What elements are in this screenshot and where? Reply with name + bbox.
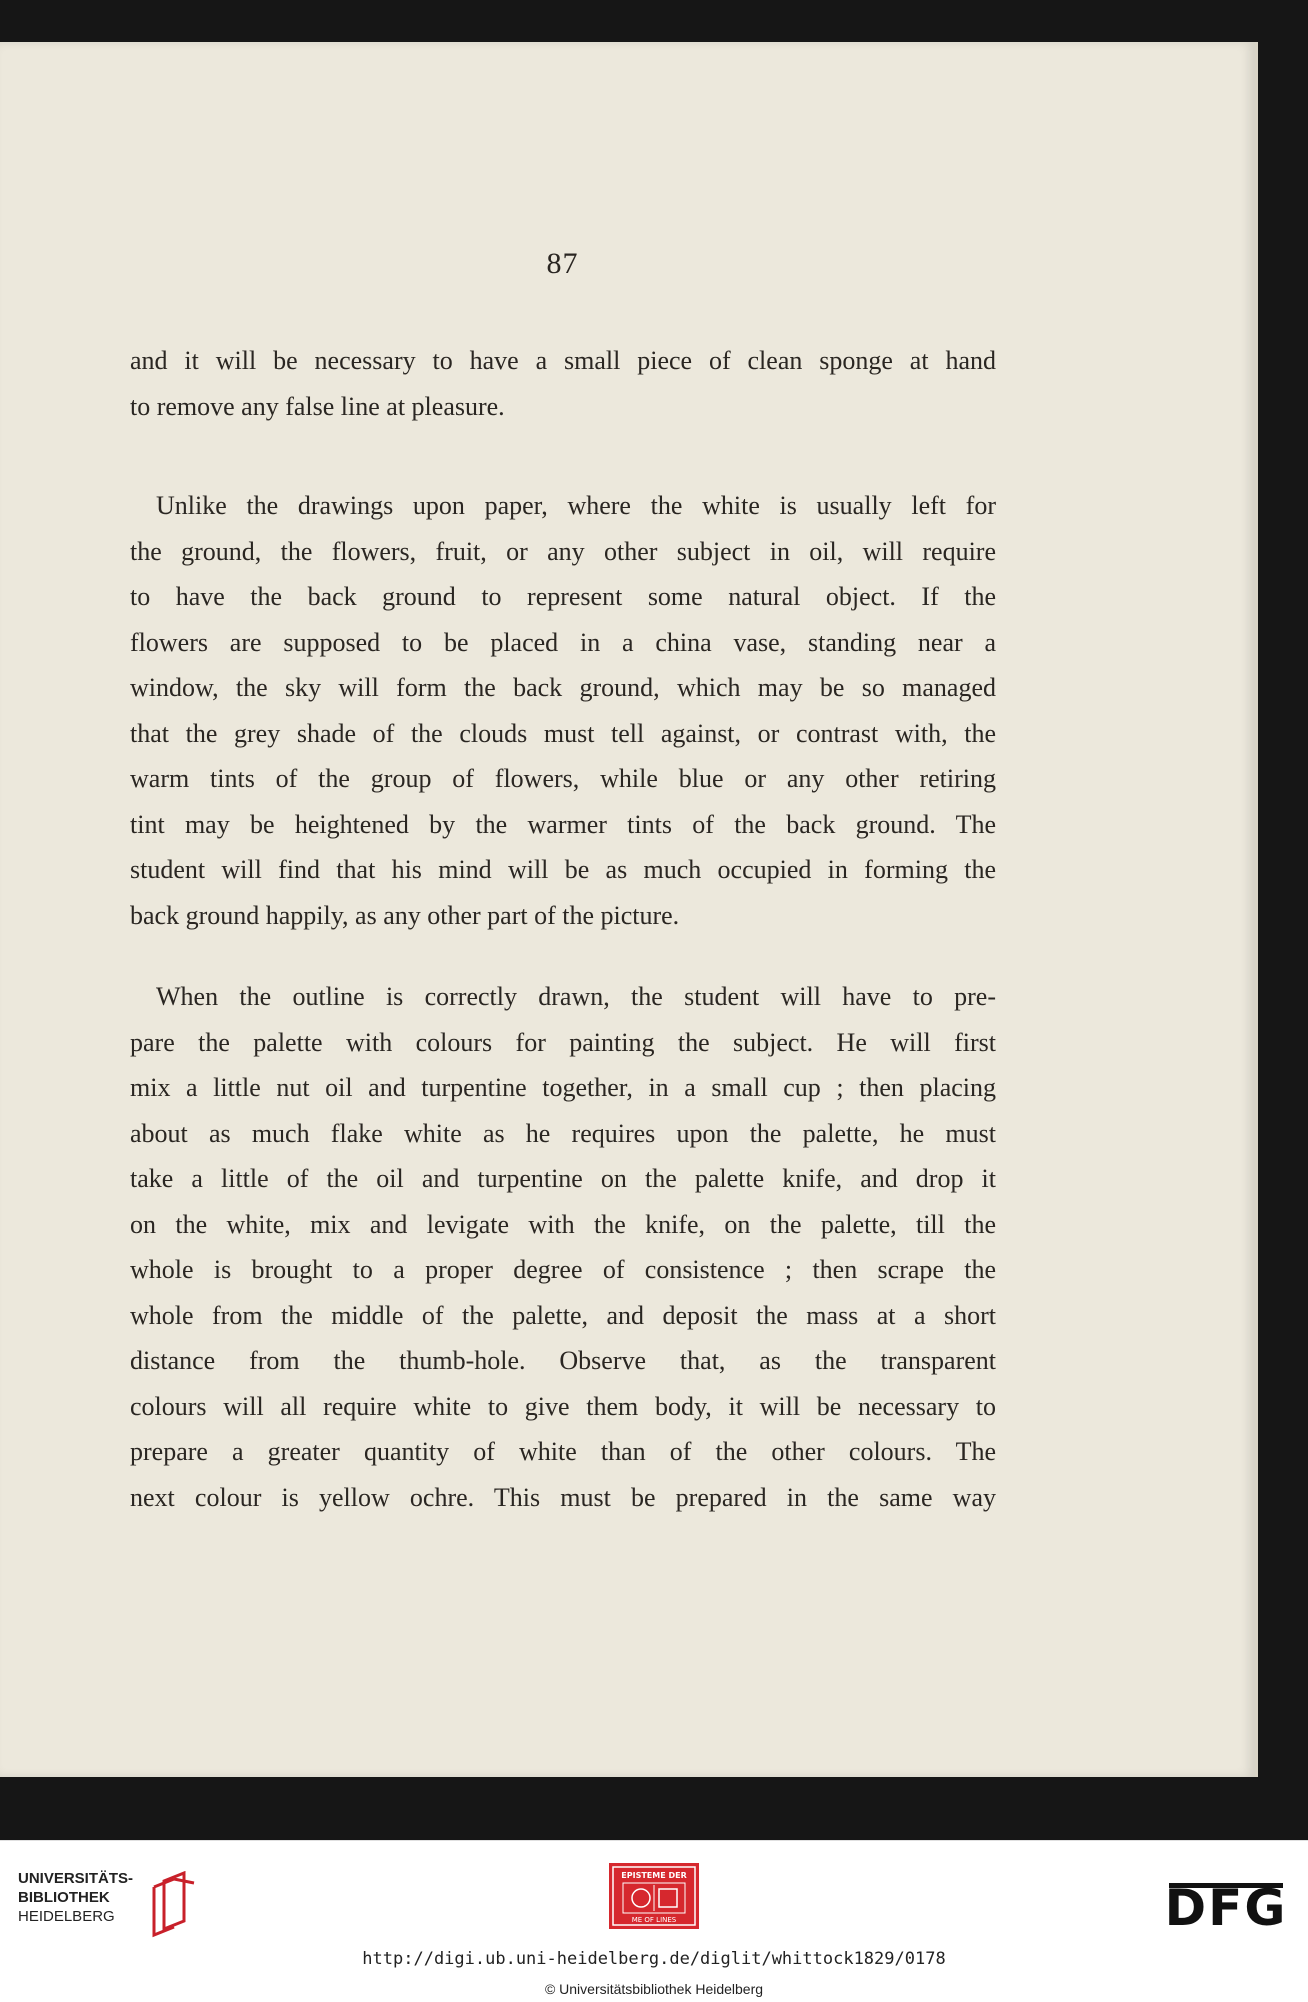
text-line: to remove any false line at pleasure. [130, 391, 505, 421]
text-line: mix a little nut oil and turpentine together, in a small cup ; then placing [130, 1073, 996, 1102]
text-line: Unlike the drawings upon paper, where the white is usually left for [156, 491, 996, 520]
text-line: tint may be heightened by the warmer tints of the back ground. The [130, 809, 996, 839]
paragraph-3 [130, 974, 996, 1520]
footer-bar [0, 1840, 1308, 2002]
text-line: student will find that his mind will be as much occupied in forming the [130, 855, 996, 884]
dfg-logo-text: DFG [1165, 1879, 1287, 1933]
text-line: on the white, mix and levigate with the knife, on the palette, till the [130, 1209, 996, 1239]
page-number: 87 [546, 247, 579, 280]
library-name [18, 1869, 133, 1926]
text-line: whole from the middle of the palette, and deposit the mass at a short [130, 1300, 996, 1330]
text-line: colours will all require white to give them body, it will be necessary to [130, 1391, 996, 1421]
text-line: next colour is yellow ochre. This must be prepared in the same way [130, 1482, 996, 1512]
text-line: prepare a greater quantity of white than of the other colours. The [130, 1437, 996, 1466]
text-line: back ground happily, as any other part of the picture. [130, 900, 680, 930]
paragraph-1 [130, 338, 996, 429]
text-line: distance from the thumb-hole. Observe that, as the transparent [130, 1346, 996, 1375]
library-name-line: BIBLIOTHEK [18, 1889, 110, 1906]
text-line: whole is brought to a proper degree of consistence ; then scrape the [130, 1255, 996, 1284]
text-line: warm tints of the group of flowers, while blue or any other retiring [130, 764, 996, 793]
text-line: and it will be necessary to have a small piece of clean sponge at hand [130, 346, 996, 375]
episteme-logo-text: ME OF LINES [631, 1916, 677, 1924]
text-line: the ground, the flowers, fruit, or any other subject in oil, will require [130, 536, 996, 566]
permalink-url[interactable]: http://digi.ub.uni-heidelberg.de/diglit/whittock1829/0178 [362, 1949, 946, 1969]
episteme-logo-text: EPISTEME DER [621, 1871, 687, 1880]
text-line: that the grey shade of the clouds must tell against, or contrast with, the [130, 718, 996, 748]
episteme-logo-icon[interactable] [609, 1863, 699, 1929]
copyright-notice: © Universitätsbibliothek Heidelberg [544, 1981, 764, 1997]
text-line: about as much flake white as he requires upon the palette, he must [130, 1118, 996, 1148]
paragraph-2 [130, 483, 996, 938]
text-line: window, the sky will form the back ground, which may be so managed [130, 673, 996, 702]
library-name-line: UNIVERSITÄTS- [18, 1870, 134, 1887]
dfg-logo-icon[interactable] [1165, 1861, 1287, 1933]
ub-heidelberg-logo-icon[interactable] [18, 1869, 198, 1939]
text-line: take a little of the oil and turpentine on the palette knife, and drop it [130, 1164, 996, 1193]
book-page [0, 42, 1258, 1777]
text-line: to have the back ground to represent some natural object. If the [130, 582, 996, 611]
library-name-line: HEIDELBERG [18, 1908, 115, 1925]
text-line: pare the palette with colours for painting the subject. He will first [130, 1027, 996, 1057]
text-line: flowers are supposed to be placed in a china vase, standing near a [130, 627, 996, 657]
text-line: When the outline is correctly drawn, the student will have to pre- [156, 982, 996, 1011]
ub-mark-icon [150, 1871, 198, 1939]
